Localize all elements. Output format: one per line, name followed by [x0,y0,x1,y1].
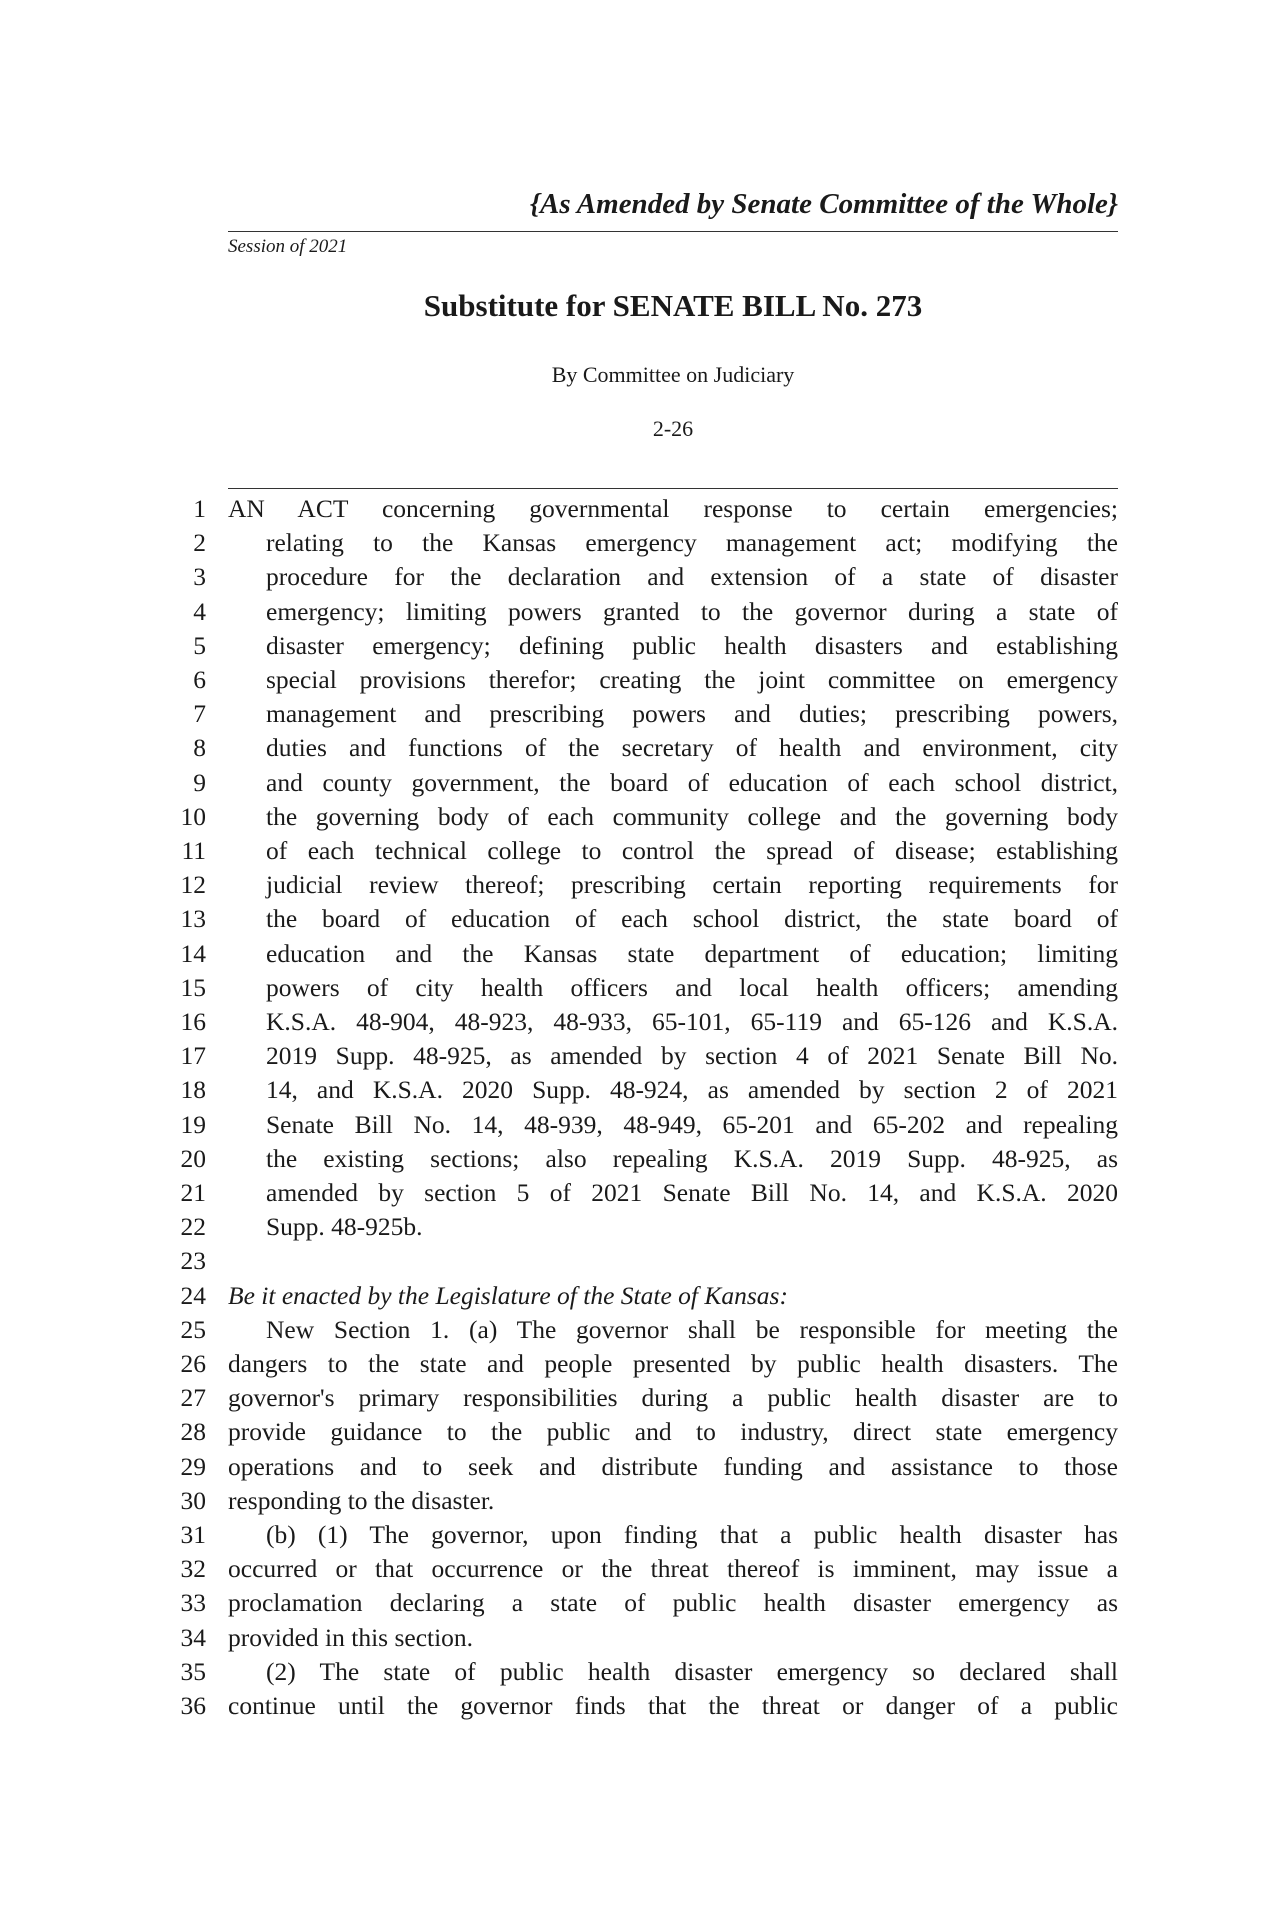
line-text: 14, and K.S.A. 2020 Supp. 48-924, as amended by section 2 of 2021 [266,1075,1118,1105]
line-text: Senate Bill No. 14, 48-939, 48-949, 65-201 and 65-202 and repealing [266,1109,1118,1139]
bill-date: 2-26 [652,416,694,441]
bill-line [0,1484,1280,1518]
line-text: special provisions therefor; creating the joint committee on emergency [266,665,1118,694]
bill-line [0,1552,1280,1586]
bill-line [0,1655,1280,1689]
bill-line [0,1313,1280,1347]
line-text: amended by section 5 of 2021 Senate Bill No. 14, and K.S.A. 2020 [266,1178,1118,1207]
line-number: 33 [180,1588,206,1618]
line-text: dangers to the state and people presented by public health disasters. The [228,1349,1118,1378]
line-number: 23 [180,1246,206,1276]
title-rule [228,488,1118,489]
line-number: 7 [193,699,206,729]
line-number: 15 [180,972,206,1002]
bill-line [0,492,1280,526]
bill-line [0,629,1280,663]
line-number: 2 [193,528,206,558]
bill-line [0,1176,1280,1210]
bill-line [0,697,1280,731]
bill-line [0,663,1280,697]
line-number: 18 [180,1075,206,1105]
bill-line [0,560,1280,594]
bill-line [0,1415,1280,1449]
bill-line [0,971,1280,1005]
line-text: disaster emergency; defining public health disasters and establishing [266,630,1118,660]
bill-line [0,1689,1280,1723]
line-text: procedure for the declaration and extension of a state of disaster [266,562,1118,592]
bill-line [0,868,1280,902]
line-text: the existing sections; also repealing K.S.A. 2019 Supp. 48-925, as [266,1143,1118,1173]
line-text: AN ACT concerning governmental response to certain emergencies; [228,494,1118,523]
line-text: provide guidance to the public and to industry, direct state emergency [228,1417,1118,1447]
bill-line [0,902,1280,936]
line-number: 31 [180,1520,206,1549]
line-text: (2) The state of public health disaster emergency so declared shall [266,1656,1118,1686]
bill-line [0,1108,1280,1142]
line-text: of each technical college to control the spread of disease; establishing [266,836,1118,865]
bill-line [0,1586,1280,1620]
line-number: 1 [193,494,206,523]
line-text: judicial review thereof; prescribing certain reporting requirements for [266,870,1118,900]
line-number: 29 [180,1451,206,1481]
line-text: Be it enacted by the Legislature of the State of Kansas: [228,1280,788,1310]
line-number: 35 [180,1656,206,1686]
line-text: New Section 1. (a) The governor shall be responsible for meeting the [266,1314,1118,1344]
line-number: 9 [193,767,206,797]
line-number: 12 [180,870,206,900]
line-text: duties and functions of the secretary of health and environment, city [266,733,1118,763]
line-text: Supp. 48-925b. [266,1212,423,1242]
line-text: occurred or that occurrence or the threat thereof is imminent, may issue a [228,1554,1118,1584]
line-number: 10 [180,801,206,831]
bill-line [0,595,1280,629]
line-text: proclamation declaring a state of public health disaster emergency as [228,1588,1118,1618]
line-number: 34 [180,1622,206,1652]
bill-line [0,731,1280,765]
line-number: 6 [193,665,206,694]
bill-line [0,1621,1280,1655]
bill-line [0,526,1280,560]
line-number: 20 [180,1143,206,1173]
bill-line [0,1244,1280,1278]
bill-line [0,1279,1280,1313]
line-number: 28 [180,1417,206,1447]
bill-line [0,834,1280,868]
bill-line [0,1142,1280,1176]
line-number: 32 [180,1554,206,1584]
bill-line [0,1381,1280,1415]
line-text: education and the Kansas state department of education; limiting [266,938,1118,968]
line-text: management and prescribing powers and duties; prescribing powers, [266,699,1118,729]
bill-line [0,1210,1280,1244]
line-text: provided in this section. [228,1622,474,1652]
session-label: Session of 2021 [228,236,348,257]
line-number: 4 [193,596,206,626]
line-number: 24 [180,1280,206,1310]
line-text: continue until the governor finds that the threat or danger of a public [228,1691,1118,1720]
line-text: K.S.A. 48-904, 48-923, 48-933, 65-101, 65-119 and 65-126 and K.S.A. [266,1007,1118,1036]
bill-line [0,1347,1280,1381]
bill-line [0,766,1280,800]
sponsor-line: By Committee on Judiciary [551,362,795,387]
line-number: 25 [180,1314,206,1344]
line-number: 36 [180,1691,206,1720]
line-text: operations and to seek and distribute funding and assistance to those [228,1451,1118,1481]
line-text: (b) (1) The governor, upon finding that a public health disaster has [266,1520,1118,1549]
line-number: 27 [180,1383,206,1413]
line-number: 21 [180,1178,206,1207]
line-text: 2019 Supp. 48-925, as amended by section 4 of 2021 Senate Bill No. [266,1041,1118,1071]
line-number: 14 [180,938,206,968]
line-text: responding to the disaster. [228,1485,495,1515]
bill-line [0,1450,1280,1484]
line-number: 11 [181,836,206,865]
bill-line [0,1005,1280,1039]
line-text: emergency; limiting powers granted to the governor during a state of [266,596,1118,626]
line-number: 5 [193,630,206,660]
line-number: 13 [180,904,206,934]
line-number: 16 [180,1007,206,1036]
header-rule [228,231,1118,232]
bill-line [0,1039,1280,1073]
bill-line [0,1518,1280,1552]
line-number: 19 [180,1109,206,1139]
line-number: 17 [180,1041,206,1071]
bill-line [0,1073,1280,1107]
line-text: governor's primary responsibilities during a public health disaster are to [228,1383,1118,1413]
line-number: 30 [180,1485,206,1515]
bill-line [0,937,1280,971]
bill-line [0,800,1280,834]
line-text: and county government, the board of education of each school district, [266,767,1118,797]
amended-note: {As Amended by Senate Committee of the Whole} [529,188,1118,220]
line-number: 22 [180,1212,206,1242]
line-text: powers of city health officers and local health officers; amending [266,972,1118,1002]
line-number: 26 [180,1349,206,1378]
line-number: 8 [193,733,206,763]
line-number: 3 [193,562,206,592]
bill-title: Substitute for SENATE BILL No. 273 [423,288,923,323]
line-text: relating to the Kansas emergency management act; modifying the [266,528,1118,558]
line-text: the governing body of each community college and the governing body [266,801,1118,831]
line-text: the board of education of each school district, the state board of [266,904,1118,934]
